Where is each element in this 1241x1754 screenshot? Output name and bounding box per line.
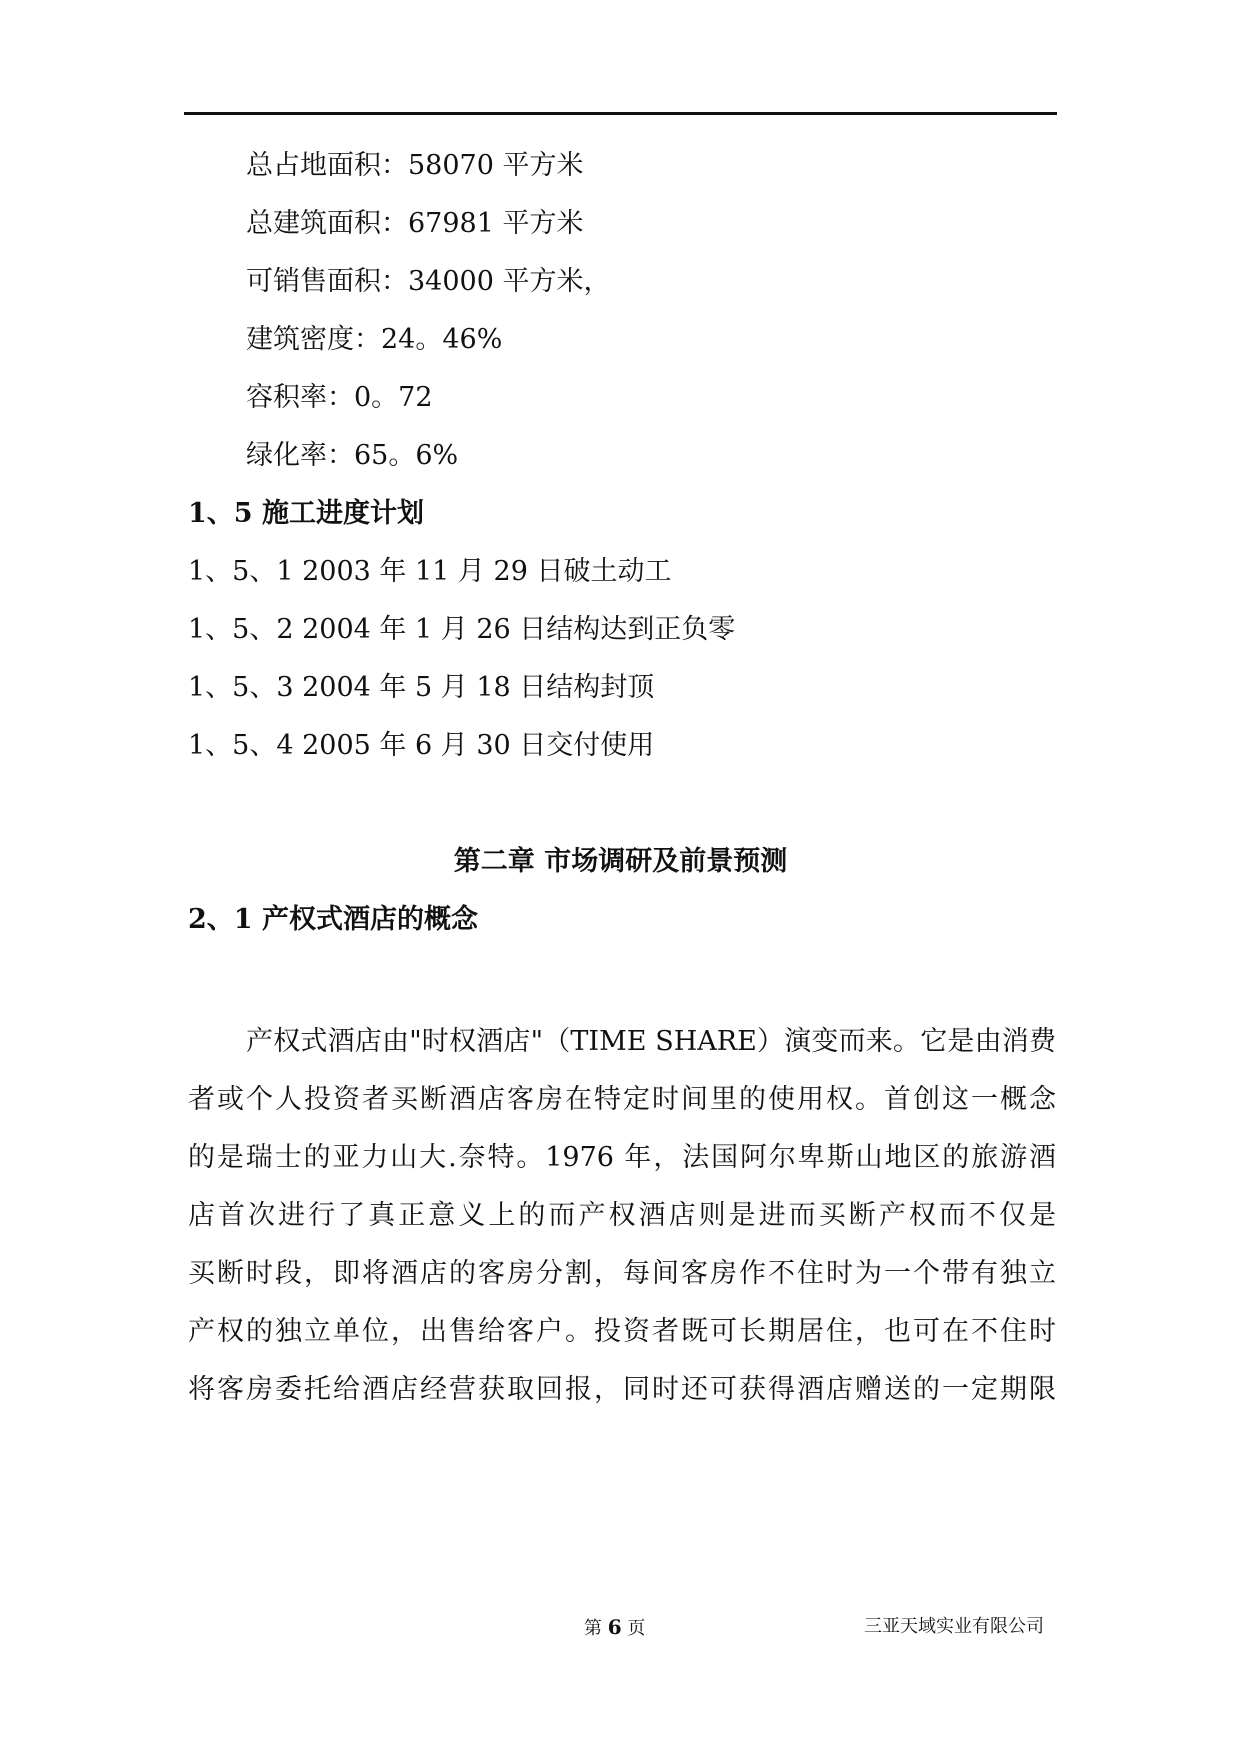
footer-company: 三亚天域实业有限公司 — [864, 1616, 1044, 1637]
paragraph-line: 买断时段，即将酒店的客房分割，每间客房作不住时为一个带有独立 — [188, 1258, 1056, 1289]
schedule-item: 1、5、1 2003 年 11 月 29 日破土动工 — [188, 556, 672, 587]
footer-page-num: 6 — [607, 1615, 622, 1639]
paragraph-line: 店首次进行了真正意义上的而产权酒店则是进而买断产权而不仅是 — [188, 1200, 1056, 1231]
chapter-title: 第二章 市场调研及前景预测 — [453, 846, 788, 877]
paragraph-line: 产权式酒店由"时权酒店"（TIME SHARE）演变而来。它是由消费 — [246, 1026, 1056, 1057]
stat-building-density: 建筑密度：24。46% — [246, 324, 503, 355]
section-heading-2-1: 2、1 产权式酒店的概念 — [188, 904, 478, 935]
stat-total-building-area: 总建筑面积：67981 平方米 — [246, 208, 584, 239]
stat-green-ratio: 绿化率：65。6% — [246, 440, 459, 471]
stat-plot-ratio: 容积率：0。72 — [246, 382, 433, 413]
paragraph-line: 的是瑞士的亚力山大.奈特。1976 年，法国阿尔卑斯山地区的旅游酒 — [188, 1142, 1056, 1173]
paragraph-line: 将客房委托给酒店经营获取回报，同时还可获得酒店赠送的一定期限 — [188, 1374, 1056, 1405]
header-rule — [184, 112, 1057, 115]
footer-page-number — [584, 1615, 645, 1641]
schedule-item: 1、5、2 2004 年 1 月 26 日结构达到正负零 — [188, 614, 736, 645]
footer-page-prefix: 第 — [584, 1618, 602, 1639]
section-heading-1-5: 1、5 施工进度计划 — [188, 498, 424, 529]
schedule-item: 1、5、4 2005 年 6 月 30 日交付使用 — [188, 730, 655, 761]
stat-saleable-area: 可销售面积：34000 平方米， — [246, 266, 611, 297]
footer-page-suffix: 页 — [627, 1618, 646, 1639]
paragraph-line: 产权的独立单位，出售给客户。投资者既可长期居住，也可在不住时 — [188, 1316, 1056, 1347]
stat-total-land-area: 总占地面积：58070 平方米 — [246, 150, 584, 181]
schedule-item: 1、5、3 2004 年 5 月 18 日结构封顶 — [188, 672, 655, 703]
paragraph-line: 者或个人投资者买断酒店客房在特定时间里的使用权。首创这一概念 — [188, 1084, 1056, 1115]
